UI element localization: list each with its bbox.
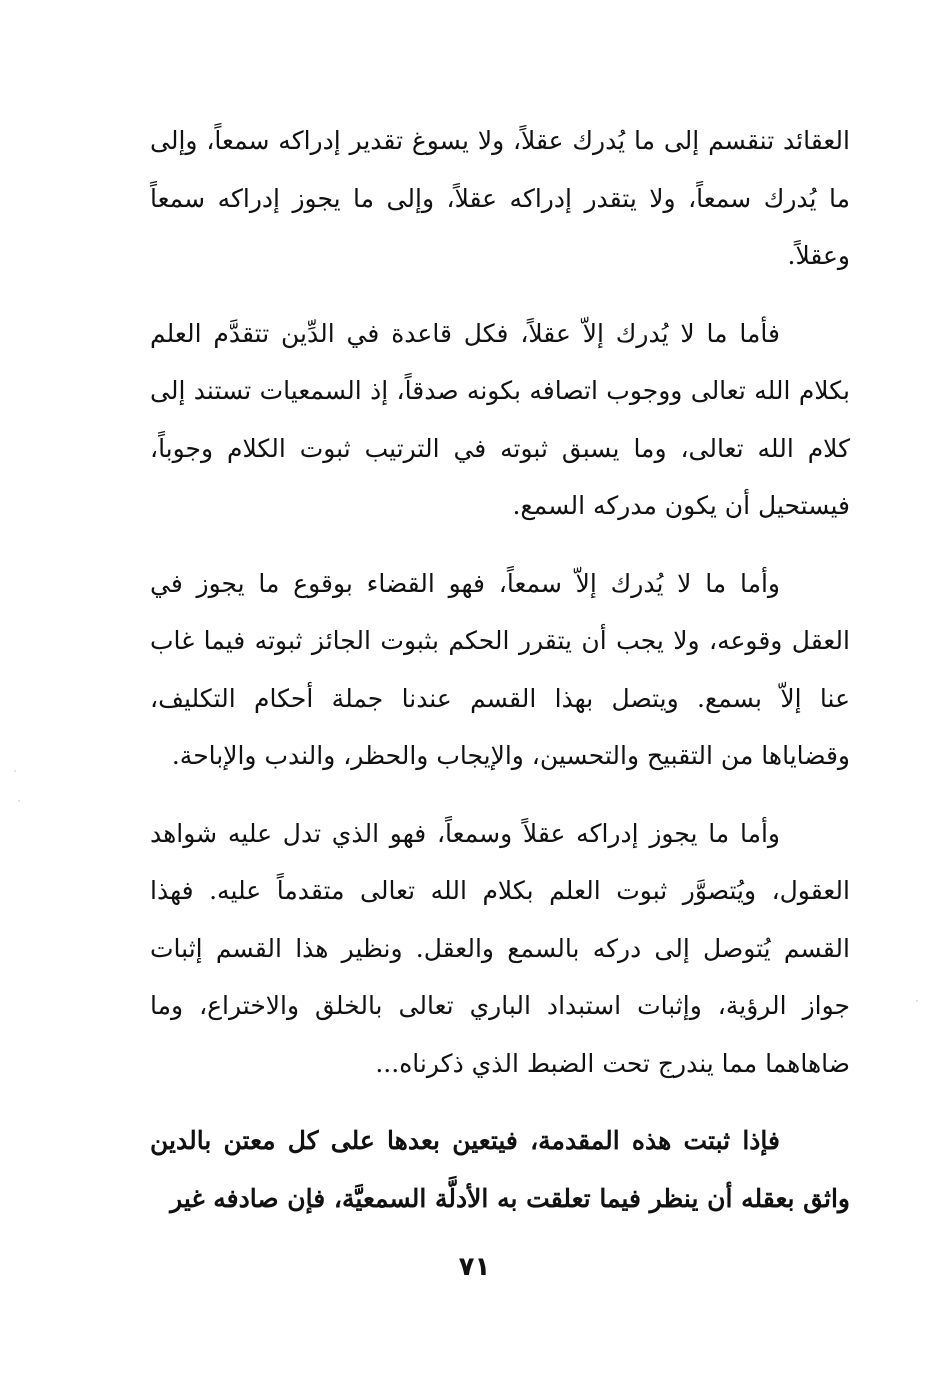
paragraph-5: فإذا ثبتت هذه المقدمة، فيتعين بعدها على كل معتن بالدين واثق بعقله أن ينظر فيما تعلقت به الأدلَّة السمعيَّة، فإن صادفه غير [150,1126,850,1213]
paragraph-gap [150,535,850,555]
paragraph-2: فأما ما لا يُدرك إلاّ عقلاً، فكل قاعدة في الدِّين تتقدَّم العلم بكلام الله تعالى ووجوب اتصافه بكونه صدقاً، إذ السمعيات تستند إلى كلام الله تعالى، وما يسبق ثبوته في الترتيب ثبوت الكلام وجوباً، فيستحيل أن يكون مدركه السمع. [150,318,850,520]
scan-speck [14,770,16,772]
paragraph-gap [150,1092,850,1112]
scan-speck [18,800,20,802]
page-number: ٧١ [458,1252,491,1282]
scan-speck [916,1000,918,1002]
paragraph-gap [150,785,850,805]
paragraph-4: وأما ما يجوز إدراكه عقلاً وسمعاً، فهو الذي تدل عليه شواهد العقول، ويُتصوَّر ثبوت العلم بكلام الله تعالى متقدماً عليه. فهذا القسم يُتوصل إلى دركه بالسمع والعقل. ونظير هذا القسم إثبات جواز الرؤية، وإثبات استبداد الباري تعالى بالخلق والاختراع، وما ضاهاهما مما يندرج تحت الضبط الذي ذكرناه... [150,818,850,1078]
paragraph-3: وأما ما لا يُدرك إلاّ سمعاً، فهو القضاء بوقوع ما يجوز في العقل وقوعه، ولا يجب أن يتقرر الحكم بثبوت الجائز ثبوته فيما غاب عنا إلاّ بسمع. ويتصل بهذا القسم عندنا جملة أحكام التكليف، وقضاياها من التقبيح والتحسين، والإيجاب والحظر، والندب والإباحة. [150,568,850,770]
paragraph-1: العقائد تنقسم إلى ما يُدرك عقلاً، ولا يسوغ تقدير إدراكه سمعاً، وإلى ما يُدرك سمعاً، ولا يتقدر إدراكه عقلاً، وإلى ما يجوز إدراكه سمعاً وعقلاً. [150,126,850,270]
paragraph-gap [150,285,850,305]
body-text [150,112,850,1227]
